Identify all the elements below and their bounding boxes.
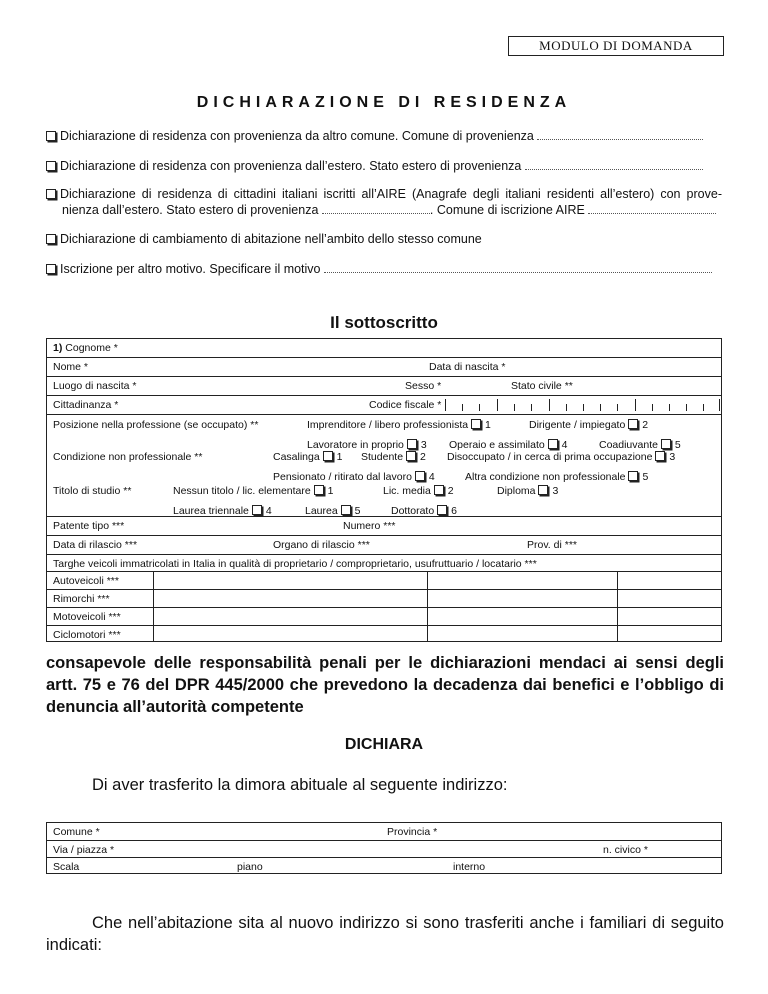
row-nome (47, 357, 721, 376)
stato-civile-field[interactable]: Stato civile ** (511, 380, 573, 392)
fill-line[interactable] (525, 159, 703, 170)
luogo-nascita-field[interactable]: Luogo di nascita * (53, 380, 137, 392)
cittadinanza-field[interactable]: Cittadinanza * (53, 399, 119, 411)
row-condizione: Condizione non professionale ** Casalinga 1 Studente 2 Disoccupato / in cerca di prima occupazione 3 Pensionato / ritirato dal lavoro 4 Altra condizione non professionale 5 (53, 451, 676, 483)
option-aire[interactable]: Dichiarazione di residenza di cittadini italiani iscritti all’AIRE (Anagrafe degli italiani residenti all’estero) con prove- nienza dall’estero. Stato estero di provenienza . Comune di iscrizione AIRE (46, 186, 722, 218)
piano-field[interactable]: piano (237, 861, 263, 873)
form-type-label: MODULO DI DOMANDA (508, 36, 724, 56)
interno-field[interactable]: interno (453, 861, 486, 873)
nome-field[interactable]: Nome * (53, 361, 89, 373)
row-posizione: Posizione nella professione (se occupato) ** Imprenditore / libero professionista 1 Dirigente / impiegato 2 Lavoratore in proprio 3 Operaio e assimilato 4 Coadiuvante 5 (47, 414, 721, 456)
row-patente (47, 516, 721, 535)
checkbox[interactable] (46, 234, 56, 244)
provincia-field[interactable]: Provincia * (387, 826, 438, 838)
numero-field[interactable]: Numero *** (343, 520, 396, 532)
row-motoveicoli: Motoveicoli *** (47, 607, 721, 625)
codice-fiscale-label: Codice fiscale * (369, 399, 442, 411)
row-luogo (47, 376, 721, 395)
patente-field[interactable]: Patente tipo *** (53, 520, 125, 532)
fill-line[interactable] (588, 203, 716, 214)
data-nascita-field[interactable]: Data di nascita * (429, 361, 506, 373)
row-rimorchi: Rimorchi *** (47, 589, 721, 607)
scala-field[interactable]: Scala (53, 861, 80, 873)
checkbox[interactable] (46, 161, 56, 171)
personal-data-table (46, 338, 722, 642)
option-estero[interactable]: Dichiarazione di residenza con provenienza dall’estero. Stato estero di provenienza (46, 158, 722, 174)
dichiara-heading: DICHIARA (344, 736, 424, 753)
consapevole-text: consapevole delle responsabilità penali per le dichiarazioni mendaci ai sensi degli artt. 75 e 76 del DPR 445/2000 che prevedono la decadenza dai benefici e l’obbligo di denuncia all’autorità competente (46, 654, 724, 716)
via-field[interactable]: Via / piazza * (53, 844, 115, 856)
page-title: DICHIARAZIONE DI RESIDENZA (196, 94, 572, 111)
cognome-field[interactable]: 1) Cognome * (53, 342, 118, 354)
row-autoveicoli: Autoveicoli *** (47, 571, 721, 589)
row-cittadinanza (47, 395, 721, 414)
divider (153, 571, 154, 642)
checkbox[interactable] (46, 131, 56, 141)
divider (617, 571, 618, 642)
row-rilascio: Data di rilascio *** Organo di rilascio *** Prov. di *** (47, 535, 721, 554)
address-table (46, 822, 722, 874)
option-stesso-comune[interactable]: Dichiarazione di cambiamento di abitazione nell’ambito dello stesso comune (46, 231, 722, 247)
option-altro-motivo[interactable]: Iscrizione per altro motivo. Specificare il motivo (46, 261, 722, 277)
sesso-field[interactable]: Sesso * (405, 380, 442, 392)
familiari-text: Che nell’abitazione sita al nuovo indirizzo si sono trasferiti anche i familiari di seguito indicati: (46, 914, 724, 954)
divider (427, 571, 428, 642)
fill-line[interactable] (322, 203, 430, 214)
fill-line[interactable] (537, 129, 703, 140)
trasferito-text: Di aver trasferito la dimora abituale al seguente indirizzo: (92, 776, 508, 794)
codice-fiscale-boxes[interactable] (445, 396, 721, 415)
row-ciclomotori: Ciclomotori *** (47, 625, 721, 643)
comune-field[interactable]: Comune * (53, 826, 100, 838)
section-title: Il sottoscritto (330, 313, 438, 332)
checkbox[interactable] (46, 264, 56, 274)
row-targhe: Targhe veicoli immatricolati in Italia in qualità di proprietario / comproprietario, usufruttuario / locatario *** (47, 554, 721, 573)
civico-field[interactable]: n. civico * (603, 844, 648, 856)
option-altro-comune[interactable]: Dichiarazione di residenza con provenienza da altro comune. Comune di provenienza (46, 128, 722, 144)
row-titolo: Titolo di studio ** Nessun titolo / lic. elementare 1 Lic. media 2 Diploma 3 Laurea triennale 4 Laurea 5 Dottorato 6 (53, 485, 559, 517)
checkbox[interactable] (46, 189, 56, 199)
fill-line[interactable] (324, 262, 712, 273)
